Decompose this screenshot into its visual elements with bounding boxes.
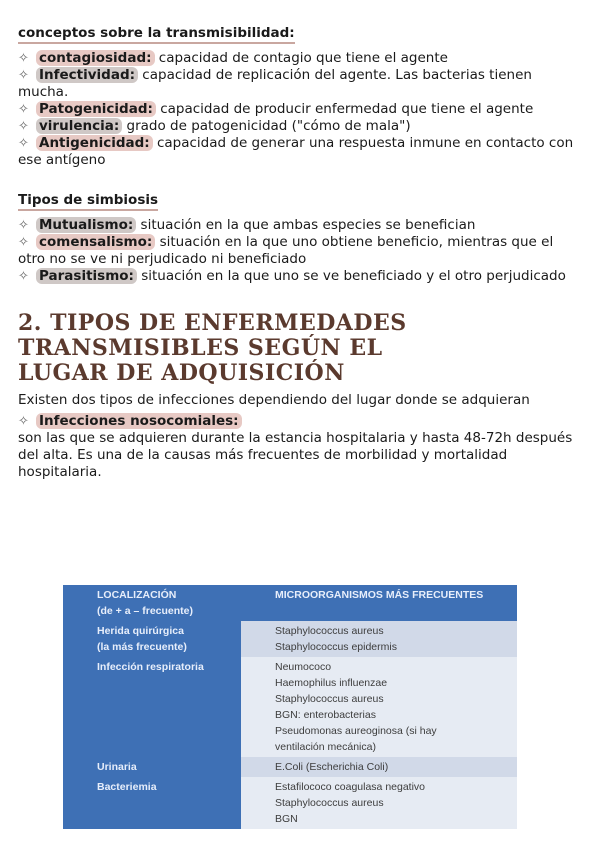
location-cell — [63, 657, 241, 757]
organisms-cell — [241, 621, 517, 657]
organism-entry: Pseudomonas aureoginosa (si hay — [275, 725, 437, 737]
concept-item — [18, 101, 578, 118]
table-row — [63, 621, 517, 657]
symbiosis-text: situación en la que uno obtiene beneficio, mientras que el otro no se ve ni perjudicado ni beneficiado — [18, 234, 554, 267]
nosocomial-item — [18, 413, 578, 430]
location-cell — [63, 621, 241, 657]
sparkle-icon: ✧ — [18, 68, 29, 83]
organism-entry: Staphylococcus aureus — [275, 797, 384, 809]
concept-text: capacidad de contagio que tiene el agente — [154, 50, 448, 66]
header-microorganismos: MICROORGANISMOS MÁS FRECUENTES — [241, 585, 517, 621]
concept-term: Patogenicidad: — [36, 101, 156, 117]
symbiosis-item — [18, 268, 578, 285]
organism-entry: Haemophilus influenzae — [275, 677, 388, 689]
symbiosis-term: Parasitismo: — [36, 268, 137, 284]
location-name: Infección respiratoria — [97, 661, 204, 673]
concept-text: capacidad de replicación del agente. Las bacterias tienen mucha. — [18, 67, 532, 100]
table-row — [63, 777, 517, 829]
sparkle-icon: ✧ — [18, 218, 29, 233]
symbiosis-term: Mutualismo: — [36, 217, 136, 233]
table-row — [63, 657, 517, 757]
symbiosis-item — [18, 217, 578, 234]
organisms-cell — [241, 757, 517, 777]
organism-entry: Neumococo — [275, 661, 332, 673]
organism-entry: BGN — [275, 813, 298, 825]
organism-entry: BGN: enterobacterias — [275, 709, 376, 721]
concept-term: virulencia: — [36, 118, 122, 134]
organisms-cell — [241, 657, 517, 757]
chapter-heading — [18, 311, 578, 386]
chapter-heading-line2: LUGAR DE ADQUISICIÓN — [18, 360, 345, 386]
organism-entry: ventilación mecánica) — [275, 741, 376, 753]
section-title-transmisibilidad: conceptos sobre la transmisibilidad: — [18, 25, 295, 44]
sparkle-icon: ✧ — [18, 235, 29, 250]
concept-term: Infectividad: — [36, 67, 138, 83]
symbiosis-text: situación en la que ambas especies se benefician — [136, 217, 476, 233]
header-localizacion-label: LOCALIZACIÓN — [97, 589, 177, 601]
organisms-cell — [241, 777, 517, 829]
concept-text: capacidad de producir enfermedad que tiene el agente — [155, 101, 534, 117]
sparkle-icon: ✧ — [18, 269, 29, 284]
concept-item — [18, 118, 578, 135]
header-localizacion-note: (de + a – frecuente) — [97, 605, 193, 617]
table-row — [63, 757, 517, 777]
location-name: Bacteriemia — [97, 781, 157, 793]
chapter-heading-line1: 2. TIPOS DE ENFERMEDADES TRANSMISIBLES SEGÚN EL — [18, 310, 407, 361]
document-page — [18, 22, 578, 481]
header-localizacion — [63, 585, 241, 621]
sparkle-icon: ✧ — [18, 414, 29, 429]
location-cell — [63, 777, 241, 829]
symbiosis-term: comensalismo: — [36, 234, 155, 250]
concept-item — [18, 50, 578, 67]
microorganisms-table — [63, 585, 517, 829]
symbiosis-text: situación en la que uno se ve beneficiado y el otro perjudicado — [136, 268, 566, 284]
concept-item — [18, 67, 578, 101]
nosocomial-term: Infecciones nosocomiales: — [36, 413, 242, 429]
organism-entry: Staphylococcus epidermis — [275, 641, 397, 653]
location-note: (la más frecuente) — [97, 641, 187, 653]
location-cell — [63, 757, 241, 777]
location-name: Urinaria — [97, 761, 137, 773]
sparkle-icon: ✧ — [18, 136, 29, 151]
concept-text: grado de patogenicidad ("cómo de mala") — [122, 118, 411, 134]
concept-term: Antigenicidad: — [36, 135, 153, 151]
location-name: Herida quirúrgica — [97, 625, 184, 637]
concept-term: contagiosidad: — [36, 50, 155, 66]
organism-entry: Estafilococo coagulasa negativo — [275, 781, 426, 793]
intro-paragraph: Existen dos tipos de infecciones dependiendo del lugar donde se adquieran — [18, 392, 530, 408]
nosocomial-description: son las que se adquieren durante la estancia hospitalaria y hasta 48-72h después del alta. Es una de la causas más frecuentes de morbilidad y mortalidad hospitalaria. — [18, 430, 573, 480]
organism-entry: Staphylococcus aureus — [275, 693, 384, 705]
sparkle-icon: ✧ — [18, 102, 29, 117]
organism-entry: E.Coli (Escherichia Coli) — [275, 761, 389, 773]
concept-item — [18, 135, 578, 169]
sparkle-icon: ✧ — [18, 51, 29, 66]
table-header-row — [63, 585, 517, 621]
section-title-simbiosis: Tipos de simbiosis — [18, 192, 158, 211]
organism-entry: Staphylococcus aureus — [275, 625, 384, 637]
sparkle-icon: ✧ — [18, 119, 29, 134]
concept-text: capacidad de generar una respuesta inmune en contacto con ese antígeno — [18, 135, 574, 168]
symbiosis-item — [18, 234, 578, 268]
